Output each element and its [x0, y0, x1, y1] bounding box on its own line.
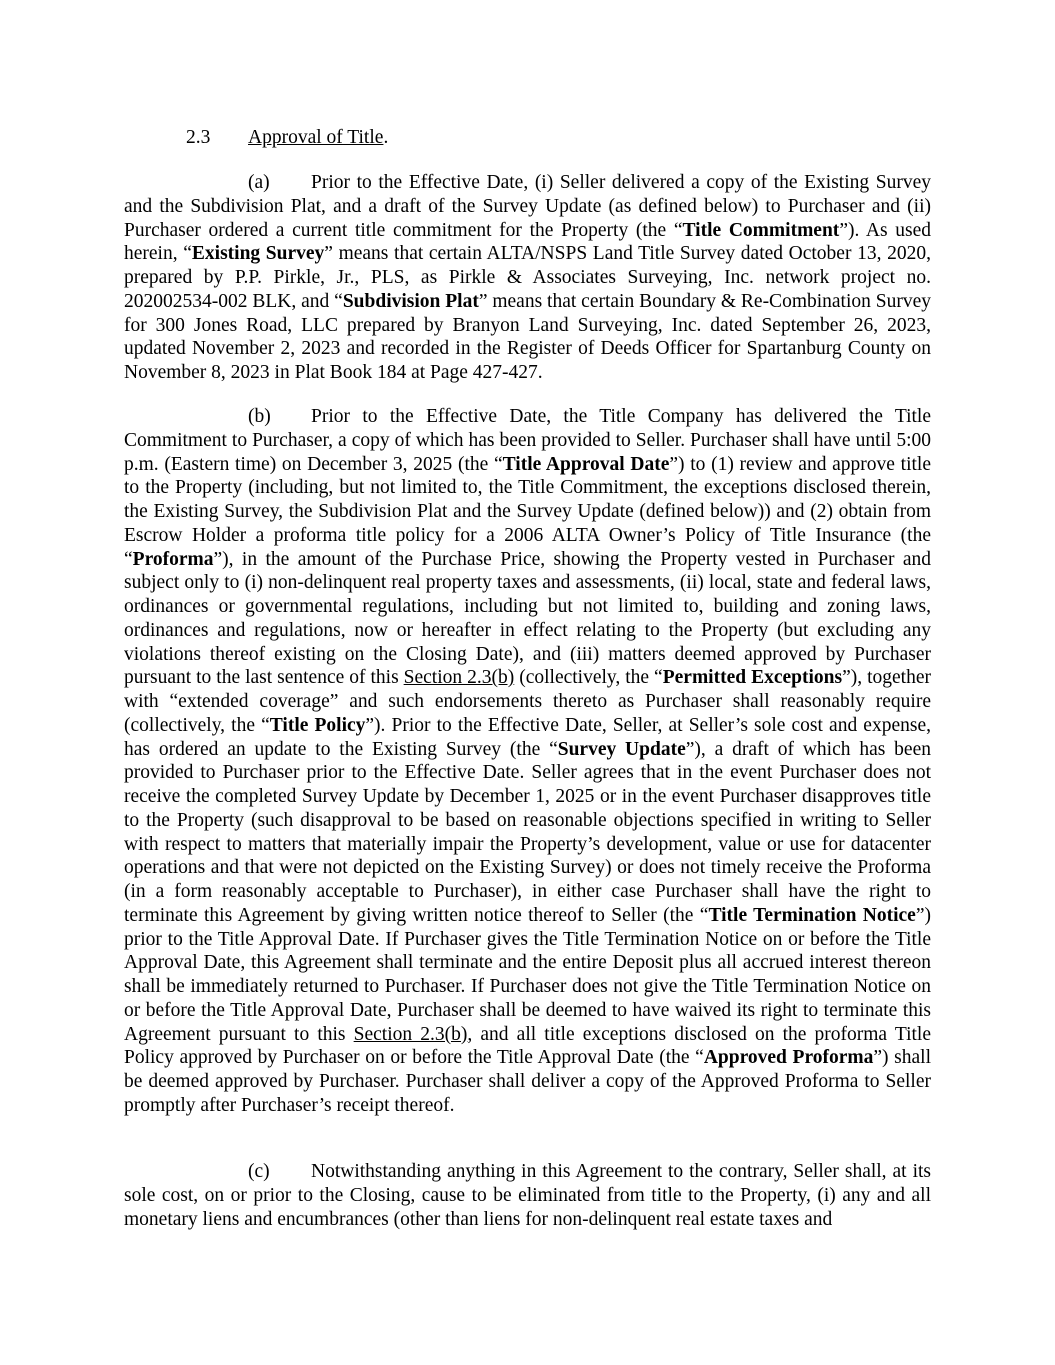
section-number: 2.3 — [186, 127, 211, 148]
section-title: Approval of Title — [248, 127, 384, 148]
paragraph-b — [124, 405, 931, 1118]
paragraph-c-label: (c) — [248, 1161, 270, 1182]
defined-term-existing-survey: Existing Survey — [191, 243, 325, 265]
defined-term-title-commitment: Title Commitment — [682, 219, 840, 241]
defined-term-title-termination-notice: Title Termination Notice — [708, 904, 916, 926]
paragraph-a-text: ” means that certain ALTA/NSPS Land Title Survey dated October 13, 2020, prepared by P.P. Pirkle, Jr., PLS, as Pirkle & Associates Surveying, Inc. network project no. 202002534-002 BLK, and “ — [124, 243, 931, 312]
section-title-period: . — [383, 127, 389, 148]
paragraph-a-text: ” means that certain Boundary & Re-Combination Survey for 300 Jones Road, LLC prepared by Branyon Land Surveying, Inc. dated September 26, 2023, updated November 2, 2023 and recorded in the Register of Deeds Officer for Spartanburg County on November 8, 2023 in Plat Book 184 at Page 427-427. — [124, 290, 932, 383]
paragraph-b-text: ”) to (1) review and approve title to the Property (including, but not limited to, the Title Commitment, the exceptions disclosed therein, the Existing Survey, the Subdivision Plat and the Survey Update (defined below)) and (2) obtain from Escrow Holder a proforma title policy for a 2006 ALTA Owner’s Policy of Title Insurance (the “ — [124, 453, 931, 570]
defined-term-survey-update: Survey Update — [557, 738, 686, 760]
paragraph-a — [124, 171, 931, 385]
defined-term-permitted-exceptions: Permitted Exceptions — [662, 667, 843, 689]
paragraph-c — [124, 1160, 931, 1231]
section-reference: Section 2.3(b) — [403, 667, 515, 689]
paragraph-c-text: Notwithstanding anything in this Agreement to the contrary, Seller shall, at its sole cost, on or prior to the Closing, cause to be eliminated from title to the Property, (i) any and all monetary liens and encumbrances (other than liens for non-delinquent real estate taxes and — [124, 1161, 931, 1230]
paragraph-b-text: Prior to the Effective Date, the Title Company has delivered the Title Commitment to Purchaser, a copy of which has been provided to Seller. Purchaser shall have until 5:00 p.m. (Eastern time) on December 3, 2025 (the “ — [124, 406, 931, 475]
paragraph-b-text: , and all title exceptions disclosed on the proforma Title Policy approved by Purchaser on or before the Title Approval Date (the “ — [124, 1023, 931, 1069]
defined-term-subdivision-plat: Subdivision Plat — [342, 290, 479, 312]
section-reference: Section 2.3(b) — [353, 1023, 468, 1045]
paragraph-b-text: (collectively, the “ — [514, 667, 663, 689]
paragraph-b-text: ”), in the amount of the Purchase Price, showing the Property vested in Purchaser and subject only to (i) non-delinquent real property taxes and assessments, (ii) local, state and federal laws, ordinances or governmental regulations, including but not limited to, building and zoning laws, ordinances and regulations, now or hereafter in effect relating to the Property (but excluding any violations thereof existing on the Closing Date), and (iii) matters deemed approved by Purchaser pursuant to the last sentence of this — [124, 548, 931, 689]
paragraph-b-text: ”), a draft of which has been provided to Purchaser prior to the Effective Date. Seller agrees that in the event Purchaser does not receive the completed Survey Update by December 1, 2025 or in the event Purchaser disapproves title to the Property (such disapproval to be based on reasonable objections specified in writing to Seller with respect to matters that materially impair the Property’s development, value or use for datacenter operations and that were not depicted on the Existing Survey) or does not timely receive the Proforma (in a form reasonably acceptable to Purchaser), in either case Purchaser shall have the right to terminate this Agreement by giving written notice thereof to Seller (the “ — [124, 738, 931, 926]
paragraph-b-text: ”). Prior to the Effective Date, Seller, at Seller’s sole cost and expense, has ordered an update to the Existing Survey (the “ — [124, 714, 931, 760]
paragraph-a-text: ”). As used herein, “ — [124, 219, 932, 265]
section-heading — [186, 126, 388, 150]
defined-term-proforma: Proforma — [132, 548, 214, 570]
defined-term-title-approval-date: Title Approval Date — [502, 453, 670, 475]
paragraph-a-text: Prior to the Effective Date, (i) Seller delivered a copy of the Existing Survey and the Subdivision Plat, and a draft of the Survey Update (as defined below) to Purchaser and (ii) Purchaser ordered a current title commitment for the Property (the “ — [124, 172, 931, 241]
paragraph-b-label: (b) — [248, 406, 271, 427]
paragraph-a-label: (a) — [248, 172, 270, 193]
paragraph-b-text: ”) shall be deemed approved by Purchaser. Purchaser shall deliver a copy of the Approved Proforma to Seller promptly after Purchaser’s receipt thereof. — [124, 1047, 931, 1116]
paragraph-b-text: ”) prior to the Title Approval Date. If Purchaser gives the Title Termination Notice on or before the Title Approval Date, this Agreement shall terminate and the entire Deposit plus all accrued interest thereon shall be immediately returned to Purchaser. If Purchaser does not give the Title Termination Notice on or before the Title Approval Date, Purchaser shall be deemed to have waived its right to terminate this Agreement pursuant to this — [124, 904, 931, 1045]
paragraph-b-text: ”), together with “extended coverage” and such endorsements thereto as Purchaser shall reasonably require (collectively, the “ — [124, 667, 931, 736]
defined-term-approved-proforma: Approved Proforma — [703, 1047, 874, 1069]
defined-term-title-policy: Title Policy — [269, 714, 366, 736]
